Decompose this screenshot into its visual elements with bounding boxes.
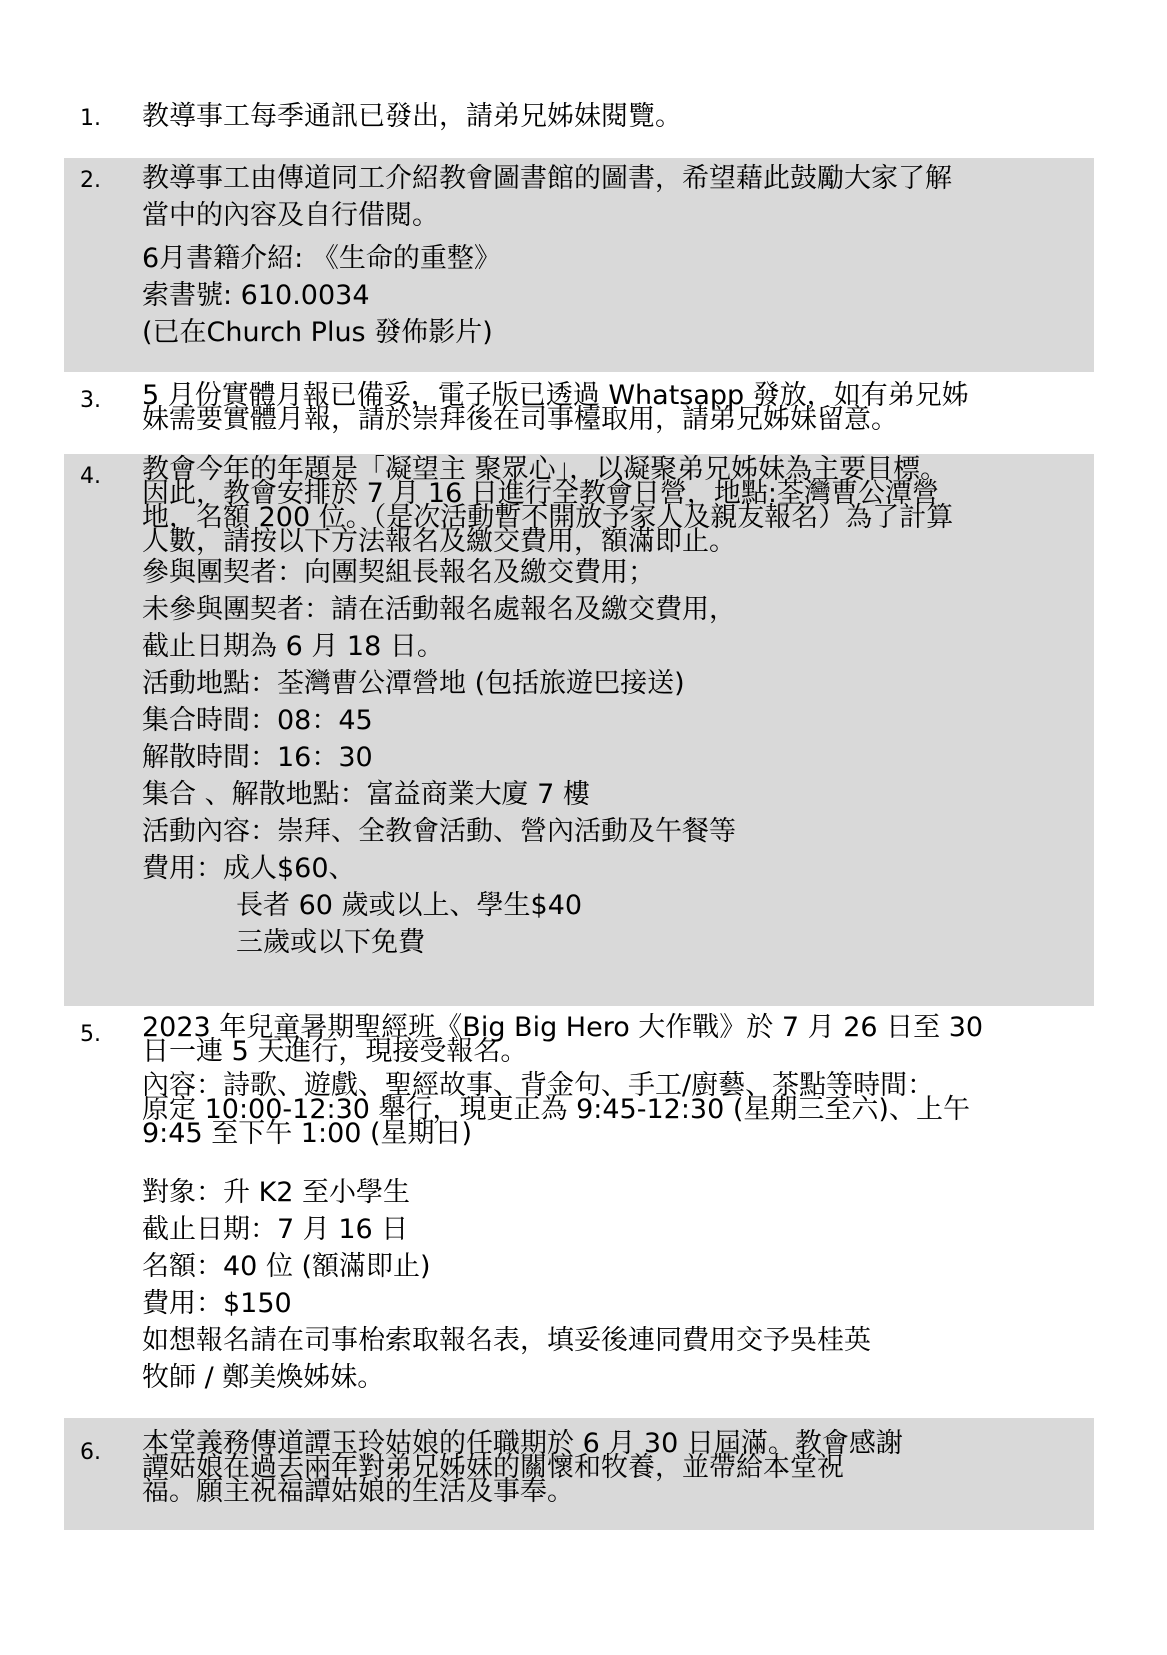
notice-line: 名額：40 位 (額滿即止) xyxy=(142,1251,431,1282)
notice-line: 福。願主祝福譚姑娘的生活及事奉。 xyxy=(142,1476,574,1507)
notice-4 xyxy=(64,454,1094,1006)
notice-line: 費用：$150 xyxy=(142,1288,292,1319)
notice-body xyxy=(142,454,1080,557)
notice-line: 教導事工每季通訊已發出，請弟兄姊妹閱覽。 xyxy=(142,101,682,132)
notice-line: 內容：詩歌、遊戲、聖經故事、背金句、手工/廚藝、茶點等時間： xyxy=(142,1070,935,1101)
notice-body xyxy=(142,98,1080,135)
notice-line: 地，名額 200 位。（是次活動暫不開放予家人及親友報名）為了計算 xyxy=(142,502,954,533)
notice-body-details xyxy=(142,554,1080,961)
notice-number: 5. xyxy=(80,1022,101,1047)
notice-number: 4. xyxy=(80,464,101,489)
notice-line: 對象：升 K2 至小學生 xyxy=(142,1177,411,1208)
notice-line: 6月書籍介紹: 《生命的重整》 xyxy=(142,243,501,274)
notice-6 xyxy=(64,1418,1094,1530)
notice-line: 解散時間：16：30 xyxy=(142,742,373,773)
notice-line: (已在Church Plus 發佈影片) xyxy=(142,317,493,348)
notice-body xyxy=(142,1428,1080,1507)
notice-5 xyxy=(64,1010,1094,1410)
notice-line: 未參與團契者：請在活動報名處報名及繳交費用， xyxy=(142,594,736,625)
notice-line: 如想報名請在司事枱索取報名表，填妥後連同費用交予吳桂英 xyxy=(142,1325,871,1356)
notice-line: 費用：成人$60、 xyxy=(142,853,356,884)
notice-body xyxy=(142,380,1080,435)
notice-body-details xyxy=(142,1174,1080,1396)
notice-line: 索書號: 610.0034 xyxy=(142,280,370,311)
notice-line: 截止日期為 6 月 18 日。 xyxy=(142,631,444,662)
notice-line: 教導事工由傳道同工介紹教會圖書館的圖書，希望藉此鼓勵大家了解 xyxy=(142,163,952,194)
notice-line: 本堂義務傳道譚玉玲姑娘的任職期於 6 月 30 日屆滿。教會感謝 xyxy=(142,1428,903,1459)
notice-line: 5 月份實體月報已備妥，電子版已透過 Whatsapp 發放，如有弟兄姊 xyxy=(142,380,969,411)
notice-line: 因此，教會安排於 7 月 16 日進行全教會日營，地點:荃灣曹公潭營 xyxy=(142,478,939,509)
notice-line: 9:45 至下午 1:00 (星期日) xyxy=(142,1118,473,1149)
notice-line: 原定 10:00-12:30 舉行，現更正為 9:45-12:30 (星期三至六)、上午 xyxy=(142,1094,970,1125)
notice-line: 集合 、解散地點：富益商業大廈 7 樓 xyxy=(142,779,590,810)
notice-body xyxy=(142,1012,1080,1149)
notice-line: 譚姑娘在過去兩年對弟兄姊妹的關懷和牧養，並帶給本堂祝 xyxy=(142,1452,844,1483)
notice-number: 3. xyxy=(80,388,101,413)
notice-line: 人數，請按以下方法報名及繳交費用，額滿即止。 xyxy=(142,526,736,557)
notice-line: 集合時間：08：45 xyxy=(142,705,373,736)
notice-1 xyxy=(64,94,1094,144)
notice-line: 妹需要實體月報，請於崇拜後在司事檯取用，請弟兄姊妹留意。 xyxy=(142,404,898,435)
notice-line: 牧師 / 鄭美煥姊妹。 xyxy=(142,1362,385,1393)
notice-number: 6. xyxy=(80,1440,101,1465)
notice-line: 日一連 5 天進行，現接受報名。 xyxy=(142,1036,528,1067)
notice-line: 活動內容：崇拜、全教會活動、營內活動及午餐等 xyxy=(142,816,736,847)
notice-line: 參與團契者：向團契組長報名及繳交費用； xyxy=(142,557,655,588)
notice-line: 2023 年兒童暑期聖經班《Big Big Hero 大作戰》於 7 月 26 日至 30 xyxy=(142,1012,984,1043)
notice-3 xyxy=(64,380,1094,446)
notice-line: 教會今年的年題是「凝望主 聚眾心」，以凝聚弟兄姊妹為主要目標。 xyxy=(142,454,948,485)
notice-2 xyxy=(64,158,1094,372)
notice-line: 當中的內容及自行借閱。 xyxy=(142,200,439,231)
notice-line: 長者 60 歲或以上、學生$40 xyxy=(236,890,583,921)
notice-line: 三歲或以下免費 xyxy=(236,927,425,958)
notice-line: 截止日期：7 月 16 日 xyxy=(142,1214,409,1245)
notice-number: 1. xyxy=(80,106,101,131)
notice-body xyxy=(142,160,1080,351)
notice-number: 2. xyxy=(80,168,101,193)
notice-line: 活動地點：荃灣曹公潭營地 (包括旅遊巴接送) xyxy=(142,668,685,699)
